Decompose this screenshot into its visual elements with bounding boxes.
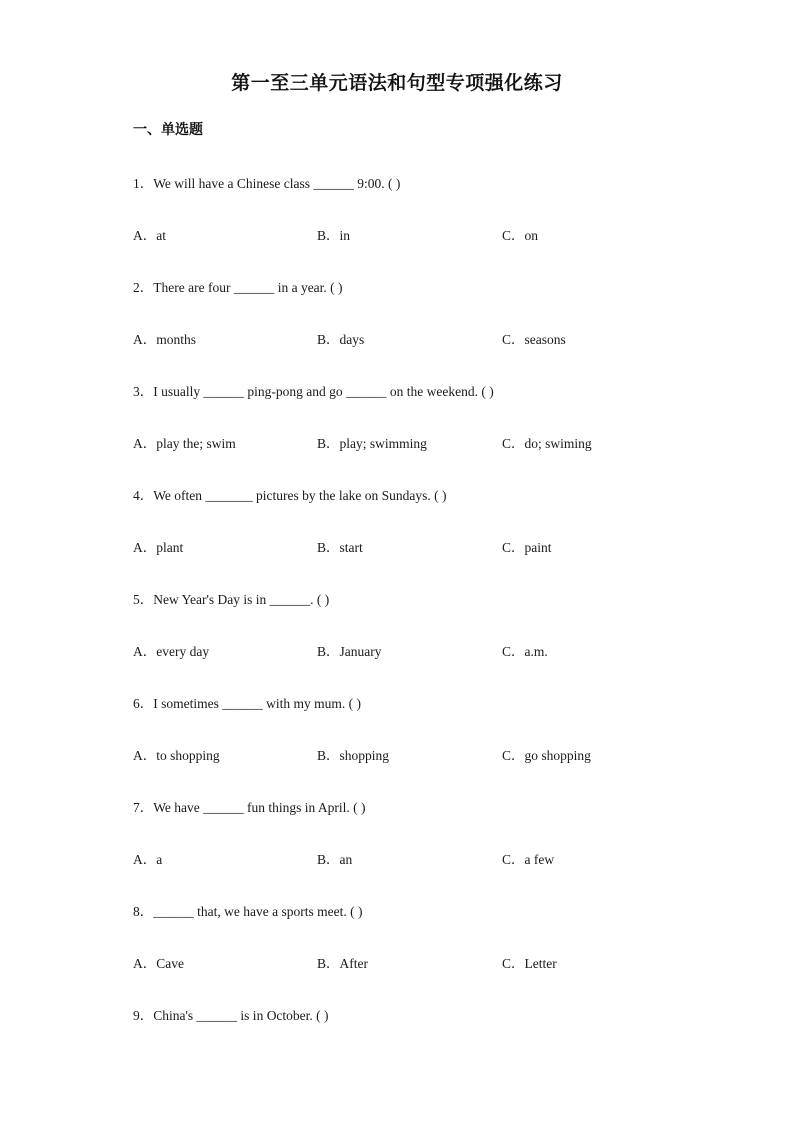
option-b: B．start	[317, 540, 363, 555]
option-a: A．months	[133, 332, 197, 347]
option-b: B．After	[317, 956, 368, 971]
option-c: C．Letter	[502, 956, 557, 971]
option-b: B．play; swimming	[317, 436, 427, 451]
option-a: A．play the; swim	[133, 436, 236, 451]
question-5: 5．New Year's Day is in ______. ( )	[133, 592, 330, 607]
question-1: 1．We will have a Chinese class ______ 9:00. ( )	[133, 176, 401, 191]
question-9: 9．China's ______ is in October. ( )	[133, 1008, 329, 1023]
option-b: B．January	[317, 644, 382, 659]
option-c: C．go shopping	[502, 748, 591, 763]
option-a: A．every day	[133, 644, 210, 659]
question-6: 6．I sometimes ______ with my mum. ( )	[133, 696, 361, 711]
option-a: A．to shopping	[133, 748, 220, 763]
option-b: B．days	[317, 332, 365, 347]
option-a: A．a	[133, 852, 163, 867]
option-b: B．shopping	[317, 748, 390, 763]
question-2: 2．There are four ______ in a year. ( )	[133, 280, 343, 295]
question-4: 4．We often _______ pictures by the lake on Sundays. ( )	[133, 488, 447, 503]
option-b: B．in	[317, 228, 351, 243]
page-title: 第一至三单元语法和句型专项强化练习	[231, 72, 563, 94]
section-heading: 一、单选题	[133, 122, 203, 138]
question-8: 8．______ that, we have a sports meet. ( )	[133, 904, 363, 919]
option-c: C．paint	[502, 540, 552, 555]
option-a: A．at	[133, 228, 166, 243]
question-3: 3．I usually ______ ping-pong and go ______ on the weekend. ( )	[133, 384, 494, 399]
option-c: C．seasons	[502, 332, 566, 347]
option-c: C．on	[502, 228, 539, 243]
option-a: A．Cave	[133, 956, 184, 971]
question-7: 7．We have ______ fun things in April. ( )	[133, 800, 366, 815]
option-c: C．a few	[502, 852, 555, 867]
option-b: B．an	[317, 852, 353, 867]
option-a: A．plant	[133, 540, 184, 555]
option-c: C．a.m.	[502, 644, 548, 659]
option-c: C．do; swiming	[502, 436, 592, 451]
